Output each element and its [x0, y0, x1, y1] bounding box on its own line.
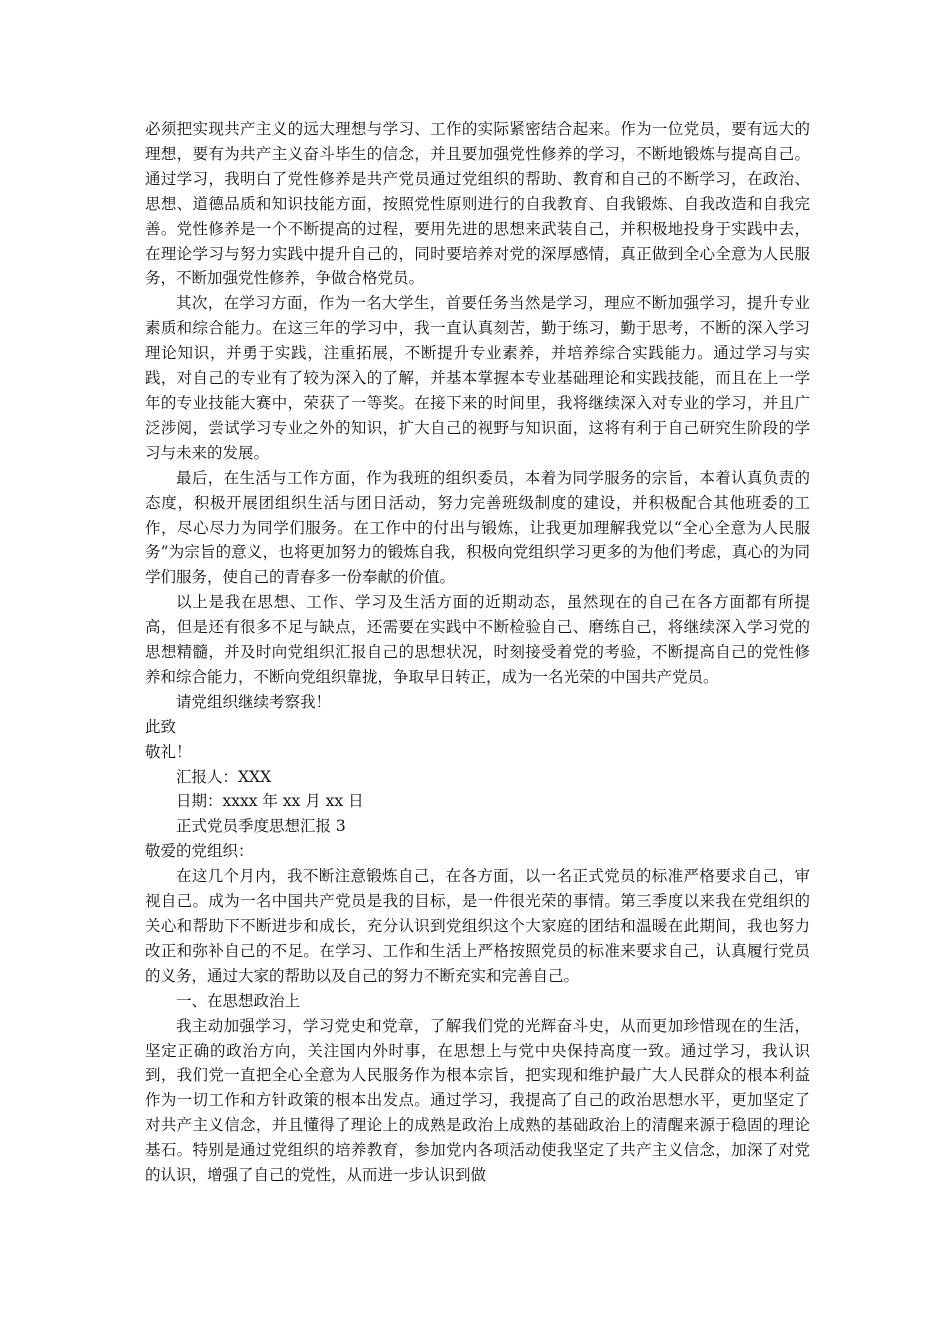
paragraph-work: 最后，在生活与工作方面，作为我班的组织委员，本着为同学服务的宗旨，本着认真负责的态度，积极开展团组织生活与团日活动，努力完善班级制度的建设，并积极配合其他班委的工作，尽心尽力为同学们服务。在工作中的付出与锻炼，让我更加理解我党以“全心全意为人民服务”为宗旨的意义，也将更加努力的锻炼自我，积极向党组织学习更多的为他们考虑，真心的为同学们服务，使自己的青春多一份奉献的价值。: [145, 468, 810, 587]
paragraph-politics: 我主动加强学习，学习党史和党章，了解我们党的光辉奋斗史，从而更加珍惜现在的生活，坚定正确的政治方向，关注国内外时事，在思想上与党中央保持高度一致。通过学习，我认识到，我们党一直把全心全意为人民服务作为根本宗旨，把实现和维护最广大人民群众的根本利益作为一切工作和方针政策的根本出发点。通过学习，我提高了自己的政治思想水平，更加坚定了对共产主义信念，并且懂得了理论上的成熟是政治上成熟的基础政治上的清醒来源于稳固的理论基石。特别是通过党组织的培养教育，参加党内各项活动使我坚定了共产主义信念，加深了对党的认识，增强了自己的党性，从而进一步认识到做: [145, 1016, 810, 1185]
paragraph-study: 其次，在学习方面，作为一名大学生，首要任务当然是学习，理应不断加强学习，提升专业素质和综合能力。在这三年的学习中，我一直认真刻苦，勤于练习，勤于思考，不断的深入学习理论知识，并勇于实践，注重拓展，不断提升专业素养，并培养综合实践能力。通过学习与实践，对自己的专业有了较为深入的了解，并基本掌握本专业基础理论和实践技能，而且在上一学年的专业技能大赛中，荣获了一等奖。在接下来的时间里，我将继续深入对专业的学习，并且广泛涉阅，尝试学习专业之外的知识，扩大自己的视野与知识面，这将有利于自己研究生阶段的学习与未来的发展。: [145, 294, 810, 462]
salutation: 敬爱的党组织：: [145, 842, 254, 861]
paragraph-ideals: 必须把实现共产主义的远大理想与学习、工作的实际紧密结合起来。作为一位党员，要有远大的理想，要有为共产主义奋斗毕生的信念，并且要加强党性修养的学习，不断地锻炼与提高自己。通过学习，我明白了党性修养是共产党员通过党组织的帮助、教育和自己的不断学习，在政治、思想、道德品质和知识技能方面，按照党性原则进行的自我教育、自我锻炼、自我改造和自我完善。党性修养是一个不断提高的过程，要用先进的思想来武装自己，并积极地投身于实践中去，在理论学习与努力实践中提升自己的，同时要培养对党的深厚感情，真正做到全心全意为人民服务，不断加强党性修养，争做合格党员。: [145, 120, 810, 288]
paragraph-intro: 在这几个月内，我不断注意锻炼自己，在各方面，以一名正式党员的标准严格要求自己，审视自己。成为一名中国共产党员是我的目标，是一件很光荣的事情。第三季度以来我在党组织的关心和帮助下不断进步和成长，充分认识到党组织这个大家庭的团结和温暖在此期间，我也努力改正和弥补自己的不足。在学习、工作和生活上严格按照党员的标准来要求自己，认真履行党员的义务，通过大家的帮助以及自己的努力不断充实和完善自己。: [145, 867, 810, 985]
section-title: 正式党员季度思想汇报 3: [176, 817, 346, 836]
heading-politics: 一、在思想政治上: [176, 991, 301, 1010]
paragraph-summary: 以上是我在思想、工作、学习及生活方面的近期动态，虽然现在的自己在各方面都有所提高，但是还有很多不足与缺点，还需要在实践中不断检验自己、磨练自己，将继续深入学习党的思想精髓，并及时向党组织汇报自己的思想状况，时刻接受着党的考验，不断提高自己的党性修养和综合能力，不断向党组织靠拢，争取早日转正，成为一名光荣的中国共产党员。: [145, 593, 810, 686]
closing-request: 请党组织继续考察我！: [176, 692, 332, 711]
report-date: 日期：xxxx 年 xx 月 xx 日: [176, 792, 364, 811]
closing-cizhi: 此致: [145, 717, 177, 736]
document-page: [145, 117, 810, 1188]
closing-jingli: 敬礼！: [145, 742, 192, 761]
reporter-name: 汇报人：XXX: [176, 767, 272, 786]
